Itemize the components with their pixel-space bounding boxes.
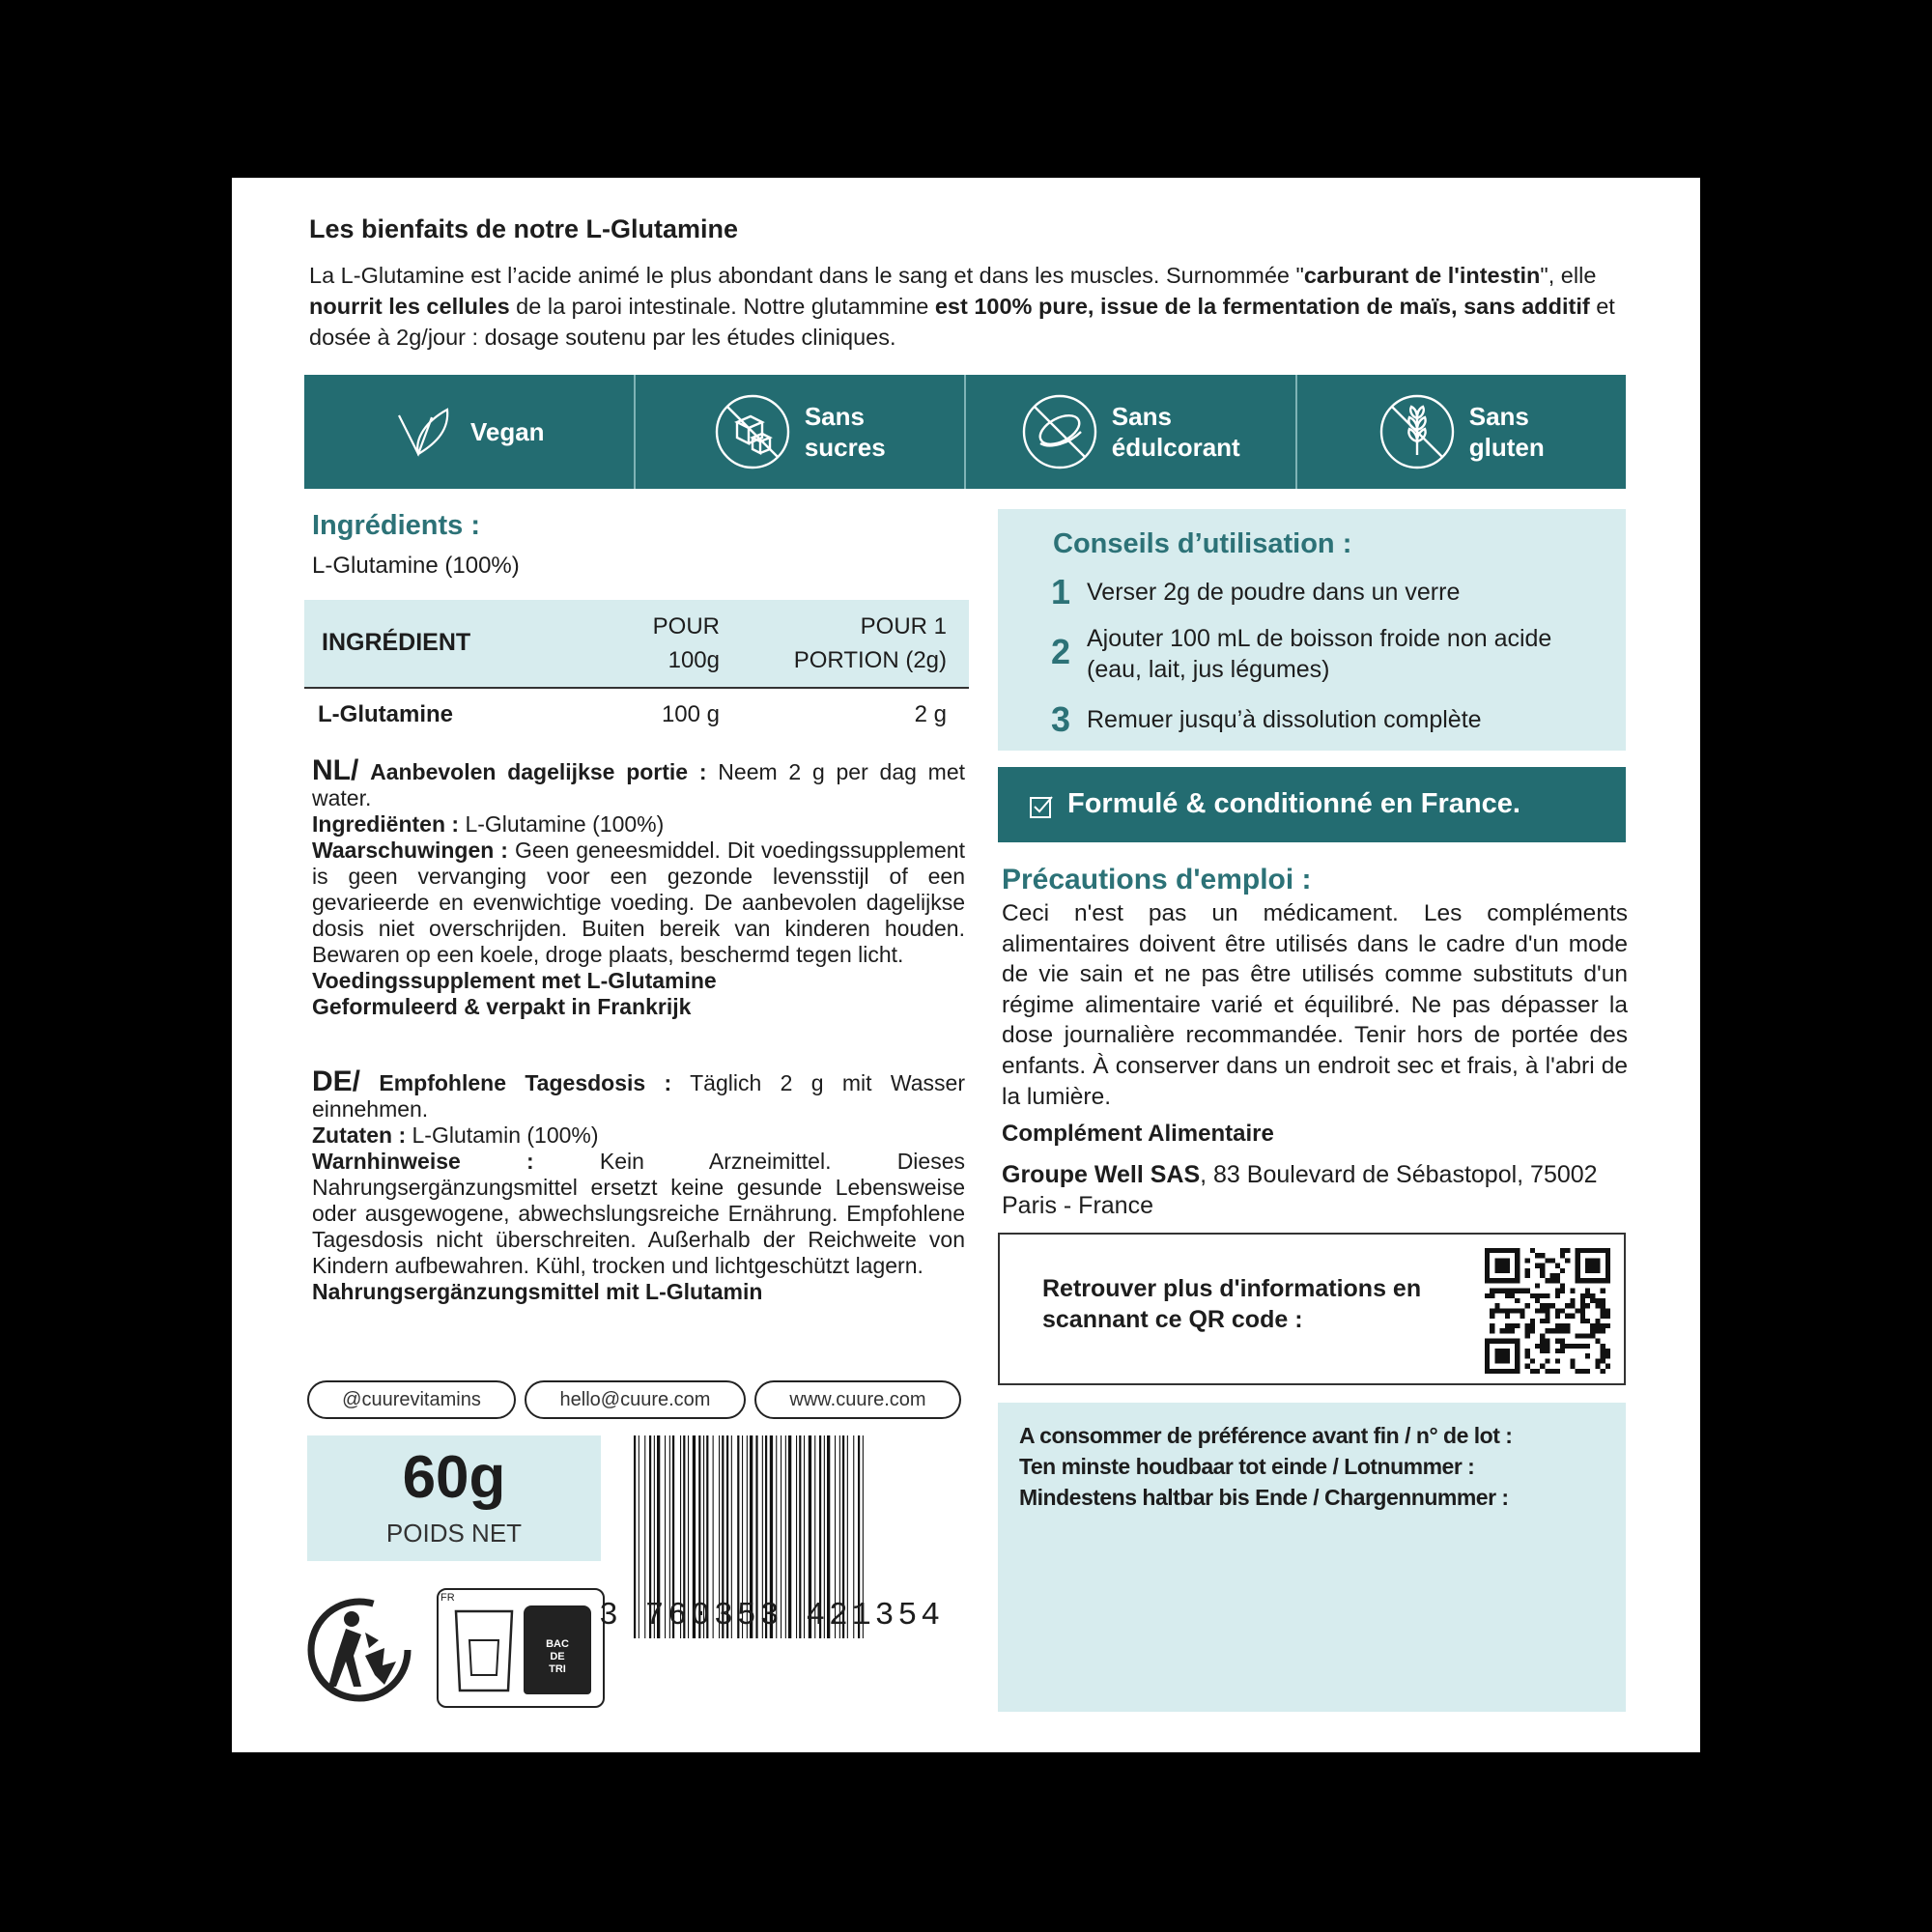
badge-label: Sans édulcorant [1111, 402, 1240, 462]
lot-text [1019, 1420, 1512, 1513]
company-name: Groupe Well SAS [1002, 1161, 1201, 1188]
nl-dose-text: Neem 2 g per dag met water. [312, 759, 966, 810]
badge-label: Vegan [469, 417, 545, 446]
net-weight-box [307, 1435, 601, 1561]
origin-banner [998, 767, 1626, 842]
lot-line-de: Mindestens haltbar bis Ende / Chargennummer : [1019, 1485, 1509, 1510]
net-weight-value: 60g [402, 1444, 506, 1511]
table-row [304, 697, 969, 736]
no-sugar-icon [714, 393, 791, 470]
badge-label: Sans gluten [1468, 402, 1545, 462]
company-address [1002, 1159, 1628, 1221]
de-ing-text: L-Glutamin (100%) [406, 1122, 599, 1148]
nl-warn-text: Geen geneesmiddel. Dit voedingssupplement is geen vervanging voor een gezonde levensstijl of een gevarieerde en evenwichtige voeding. De aanbevolen dagelijkse dosis niet overschrijden. Buiten bereik van kinderen houden. Bewaren op een koele, droge plaats, beschermd tegen licht. [312, 838, 965, 967]
lot-line-fr: A consommer de préférence avant fin / n° de lot : [1019, 1423, 1513, 1448]
nutrition-table [304, 600, 969, 689]
de-code: DE/ [312, 1065, 361, 1097]
company-street: , 83 Boulevard de Sébastopol, 75002 Paris - France [1002, 1161, 1598, 1219]
cell-ingredient: L-Glutamine [318, 701, 454, 727]
qr-box [998, 1233, 1626, 1385]
intro-part: ", elle [1540, 263, 1597, 288]
feature-badges [304, 375, 1626, 489]
triman-icon [307, 1598, 412, 1702]
pouch-icon [450, 1607, 518, 1694]
nl-code: NL/ [312, 754, 359, 786]
precautions-title: Précautions d'emploi : [1002, 864, 1312, 895]
barcode-digits: 3 760353 421354 [599, 1598, 945, 1634]
de-section [312, 1065, 965, 1305]
net-weight-label: POIDS NET [385, 1519, 523, 1548]
step-text: Ajouter 100 mL de boisson froide non acide (eau, lait, jus légumes) [1087, 625, 1552, 683]
step-number: 3 [1051, 699, 1071, 739]
usage-title: Conseils d’utilisation : [1053, 528, 1352, 559]
header-per-portion: POUR 1 PORTION (2g) [793, 613, 947, 673]
nl-warn-label: Waarschuwingen : [312, 838, 508, 863]
product-type: Complément Alimentaire [1002, 1121, 1274, 1147]
intro-part: La L-Glutamine est l’acide animé le plus abondant dans le sang et dans les muscles. Surnommée " [309, 263, 1304, 288]
de-warn-text: Kein Arzneimittel. Dieses Nahrungsergänzungsmittel ersetzt keine gesunde Lebensweise oder ausgewogene, abwechslungsreiche Ernährung. Empfohlene Tagesdosis nicht überschreiten. Außerhalb der Reichweite von Kindern aufbewahren. Kühl, trocken und lichtgeschützt lagern. [312, 1149, 965, 1278]
nl-ing-text: L-Glutamine (100%) [459, 811, 665, 837]
de-warn-label: Warnhinweise : [312, 1149, 534, 1174]
lot-line-nl: Ten minste houdbaar tot einde / Lotnummer : [1019, 1454, 1475, 1479]
nutrition-table-header [304, 600, 969, 689]
usage-panel [998, 509, 1626, 751]
cell-per-100g: 100 g [661, 701, 720, 727]
de-ing-label: Zutaten : [312, 1122, 407, 1148]
intro-part: carburant de l'intestin [1303, 263, 1541, 288]
intro-part: est 100% pure, issue de la fermentation de maïs, sans additif [934, 294, 1590, 319]
no-gluten-icon [1378, 393, 1456, 470]
badge-vegan [304, 375, 636, 489]
nl-section [312, 754, 966, 1020]
recycling-country: FR [440, 1592, 455, 1604]
ingredients-title: Ingrédients : [312, 510, 481, 541]
badge-sans-sucres [636, 375, 967, 489]
origin-text: Formulé & conditionné en France. [1067, 788, 1520, 819]
checkbox-icon [1029, 794, 1054, 819]
nl-dose-label: Aanbevolen dagelijkse portie : [370, 759, 707, 784]
leaf-icon [393, 400, 457, 464]
step-number: 2 [1051, 632, 1071, 671]
header-ingredient: INGRÉDIENT [322, 629, 471, 656]
badge-sans-gluten [1297, 375, 1627, 489]
instagram-chip[interactable]: @cuurevitamins [307, 1380, 516, 1419]
recycling-info [437, 1588, 605, 1708]
header-per-100g: POUR 100g [652, 613, 720, 673]
step-text: Verser 2g de poudre dans un verre [1087, 579, 1461, 606]
precautions-text: Ceci n'est pas un médicament. Les compléments alimentaires doivent être utilisés dans le cadre d'un mode de vie sain et ne pas être utilisés comme substituts d'un régime alimentaire varié et équilibré. Ne pas dépasser la dose journalière recommandée. Tenir hors de portée des enfants. À conserver dans un endroit sec et frais, à l'abri de la lumière. [1002, 900, 1628, 1110]
email-chip[interactable]: hello@cuure.com [525, 1380, 746, 1419]
website-chip[interactable]: www.cuure.com [754, 1380, 961, 1419]
intro-part: et dosée à 2g/jour : dosage soutenu par les études cliniques. [309, 294, 1615, 350]
de-dose-text: Täglich 2 g mit Wasser einnehmen. [312, 1070, 965, 1122]
benefits-intro [309, 260, 1625, 353]
de-line1: Nahrungsergänzungsmittel mit L-Glutamin [312, 1279, 763, 1304]
bin-icon: BAC DE TRI [524, 1605, 591, 1694]
cell-per-portion: 2 g [914, 701, 947, 727]
nl-line2: Geformuleerd & verpakt in Frankrijk [312, 994, 692, 1019]
qr-text: Retrouver plus d'informations en scannant ce QR code : [1042, 1275, 1422, 1333]
product-label [232, 178, 1700, 1752]
qr-code[interactable] [1485, 1248, 1610, 1374]
nl-line1: Voedingssupplement met L-Glutamine [312, 968, 717, 993]
lot-panel [998, 1403, 1626, 1712]
step-text: Remuer jusqu’à dissolution complète [1087, 706, 1482, 733]
no-sweetener-icon [1021, 393, 1098, 470]
benefits-title: Les bienfaits de notre L-Glutamine [309, 214, 739, 243]
nl-ing-label: Ingrediënten : [312, 811, 460, 837]
intro-part: nourrit les cellules [309, 294, 510, 319]
ingredients-text: L-Glutamine (100%) [312, 553, 520, 579]
intro-part: de la paroi intestinale. Nottre glutammine [509, 294, 935, 319]
badge-sans-edulcorant [966, 375, 1297, 489]
step-number: 1 [1051, 572, 1071, 611]
de-dose-label: Empfohlene Tagesdosis : [379, 1070, 672, 1095]
badge-label: Sans sucres [804, 402, 886, 462]
